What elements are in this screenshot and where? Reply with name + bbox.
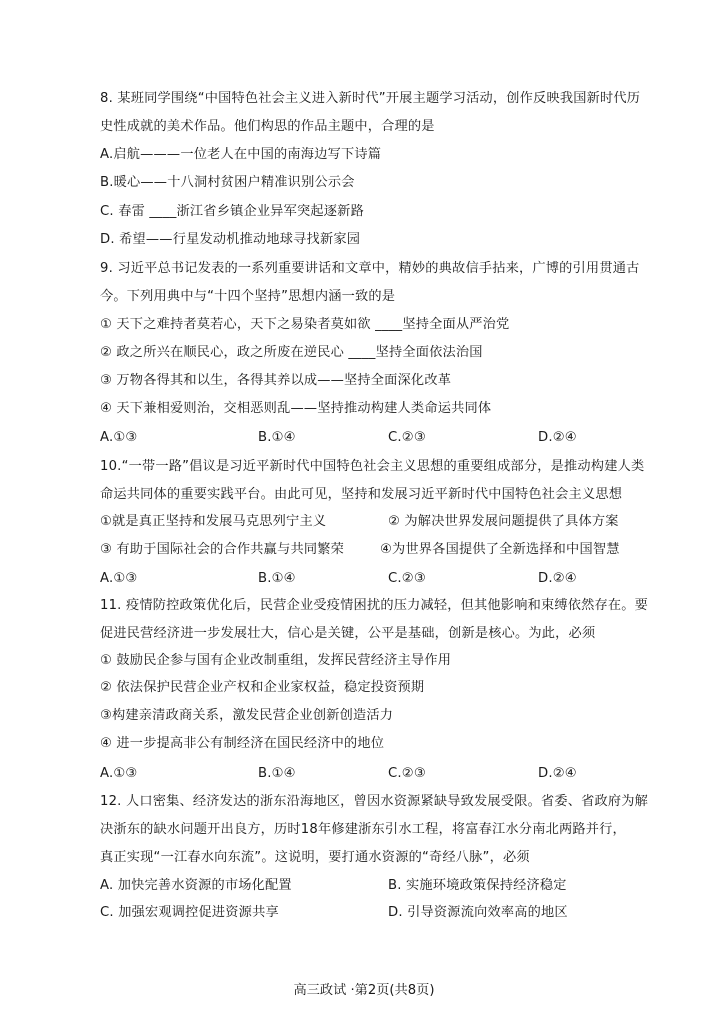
question-9-item-2: ② 政之所兴在顺民心，政之所废在逆民心 ____坚持全面依法治国	[100, 345, 483, 360]
choice-b: B.①④	[258, 430, 296, 445]
question-11-stem-line1: 11. 疫情防控政策优化后，民营企业受疫情困扰的压力减轻，但其他影响和束缚依然存在。要	[100, 598, 649, 613]
question-10-item-4: ④为世界各国提供了全新选择和中国智慧	[380, 542, 620, 557]
question-12-stem-line2: 决浙东的缺水问题开出良方，历时18年修建浙东引水工程，将富春江水分南北两路并行，	[100, 822, 626, 837]
question-9-item-4: ④ 天下兼相爱则治，交相恶则乱——坚持推动构建人类命运共同体	[100, 401, 492, 416]
choice-b: B.①④	[258, 571, 296, 586]
choice-d: D.②④	[538, 571, 577, 586]
question-9-item-3: ③ 万物各得其和以生，各得其养以成——坚持全面深化改革	[100, 373, 452, 388]
choice-c: C.②③	[388, 571, 426, 586]
question-8-option-c: C. 春雷 ____浙江省乡镇企业异军突起逐新路	[100, 204, 364, 219]
question-8-stem-line2: 史性成就的美术作品。他们构思的作品主题中，合理的是	[100, 119, 435, 134]
question-9-stem-line2: 今。下列用典中与“十四个坚持”思想内涵一致的是	[100, 289, 396, 304]
question-10-item-3: ③ 有助于国际社会的合作共赢与共同繁荣	[100, 542, 345, 557]
question-12-stem-line1: 12. 人口密集、经济发达的浙东沿海地区，曾因水资源紧缺导致发展受限。省委、省政府为解	[100, 794, 649, 809]
question-10-stem-line1: 10.“一带一路”倡议是习近平新时代中国特色社会主义思想的重要组成部分，是推动构建人类	[100, 459, 645, 474]
question-11-item-3: ③构建亲清政商关系，激发民营企业创新创造活力	[100, 708, 394, 723]
question-9-item-1: ① 天下之难持者莫若心，天下之易染者莫如欲 ____坚持全面从严治党	[100, 317, 510, 332]
question-8-stem-line1: 8. 某班同学围绕“中国特色社会主义进入新时代”开展主题学习活动，创作反映我国新时代历	[100, 91, 641, 106]
question-11-stem-line2: 促进民营经济进一步发展壮大，信心是关键，公平是基础，创新是核心。为此，必须	[100, 626, 596, 641]
question-12-option-c: C. 加强宏观调控促进资源共享	[100, 905, 279, 920]
question-8-option-a: A.启航———一位老人在中国的南海边写下诗篇	[100, 147, 382, 162]
choice-b: B.①④	[258, 766, 296, 781]
question-8-option-d: D. 希望——行星发动机推动地球寻找新家园	[100, 232, 361, 247]
choice-d: D.②④	[538, 766, 577, 781]
question-11-item-1: ① 鼓励民企参与国有企业改制重组，发挥民营经济主导作用	[100, 653, 452, 668]
question-10-item-2: ② 为解决世界发展问题提供了具体方案	[388, 514, 619, 529]
question-12-option-a: A. 加快完善水资源的市场化配置	[100, 878, 292, 893]
choice-c: C.②③	[388, 430, 426, 445]
page-footer: 高三政试 ·第2页(共8页)	[293, 983, 435, 998]
question-8-option-b: B.暖心——十八洞村贫困户精准识别公示会	[100, 175, 355, 190]
choice-a: A.①③	[100, 430, 138, 445]
question-12-stem-line3: 真正实现“一江春水向东流”。这说明，要打通水资源的“奇经八脉”，必须	[100, 850, 530, 865]
choice-a: A.①③	[100, 571, 138, 586]
question-12-option-b: B. 实施环境政策保持经济稳定	[388, 878, 567, 893]
choice-c: C.②③	[388, 766, 426, 781]
question-11-item-2: ② 依法保护民营企业产权和企业家权益，稳定投资预期	[100, 680, 425, 695]
question-12-option-d: D. 引导资源流向效率高的地区	[388, 905, 568, 920]
choice-a: A.①③	[100, 766, 138, 781]
choice-d: D.②④	[538, 430, 577, 445]
question-10-stem-line2: 命运共同体的重要实践平台。由此可见，坚持和发展习近平新时代中国特色社会主义思想	[100, 487, 623, 502]
question-9-stem-line1: 9. 习近平总书记发表的一系列重要讲话和文章中，精妙的典故信手拈来，广博的引用贯通古	[100, 261, 640, 276]
question-11-item-4: ④ 进一步提高非公有制经济在国民经济中的地位	[100, 736, 385, 751]
question-10-item-1: ①就是真正坚持和发展马克思列宁主义	[100, 514, 327, 529]
